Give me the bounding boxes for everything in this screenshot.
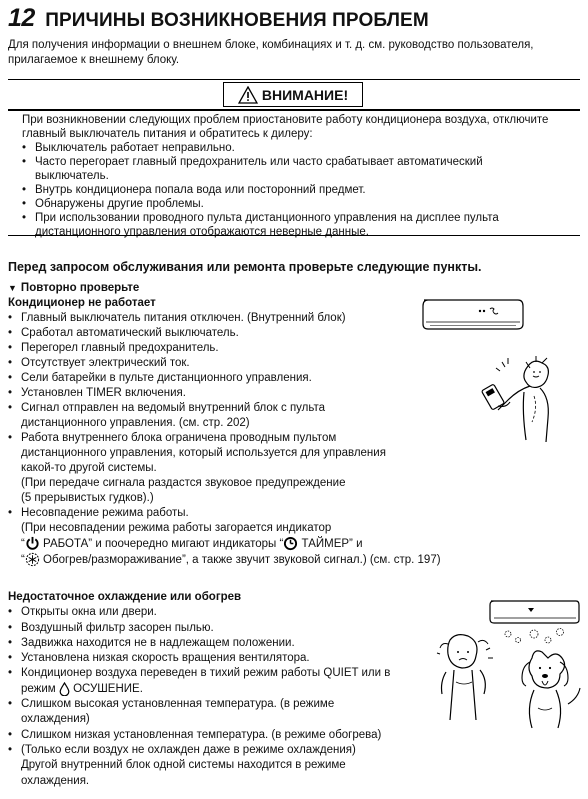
check-item: • Воздушный фильтр засорен пылью.	[8, 621, 433, 636]
check-item: • Слишком низкая установленная температура. (в режиме обогрева)	[8, 728, 433, 743]
warning-divider	[8, 109, 580, 111]
section-poor-cooling	[8, 590, 433, 789]
check-item: • Кондиционер воздуха переведен в тихий режим работы QUIET или в режим ОСУШЕНИЕ.	[8, 666, 433, 697]
triangle-down-icon: ▼	[8, 283, 17, 293]
indicator-line: “ РАБОТА” и поочередно мигают индикаторы “ ТАЙМЕР” и	[21, 538, 363, 550]
check-item: • Установлена низкая скорость вращения вентилятора.	[8, 651, 433, 666]
check-item: • Несовпадение режима работы. (При несовпадении режима работы загорается индикатор “ РАБОТА” и поочередно мигают индикаторы “ ТАЙМЕР” и “ Обогрев/размораживание”, а также звучит звуковой сигнал.) (см. стр. 197)	[8, 506, 408, 568]
warning-item: • Выключатель работает неправильно.	[22, 141, 574, 155]
check-item: • Отсутствует электрический ток.	[8, 356, 408, 371]
check-item: • Открыты окна или двери.	[8, 605, 433, 620]
timer-icon	[283, 536, 298, 551]
intro-line-1: Для получения информации о внешнем блоке, комбинациях и т. д. см. руководство пользователя,	[8, 39, 534, 51]
indoor-unit-illustration	[420, 298, 525, 331]
warning-item: • Обнаружены другие проблемы.	[22, 197, 574, 211]
warning-list	[22, 141, 574, 239]
recheck-label: ▼ Повторно проверьте	[8, 282, 140, 294]
checks-heading: Перед запросом обслуживания или ремонта проверьте следующие пункты.	[8, 260, 482, 274]
ac-unit-blowing-illustration	[488, 598, 580, 646]
chapter-heading	[8, 4, 429, 33]
check-item: • Задвижка находится не в надлежащем положении.	[8, 636, 433, 651]
check-item: • Сигнал отправлен на ведомый внутренний блок с пульта дистанционного управления. (см. стр. 202)	[8, 401, 408, 431]
intro-text	[8, 38, 580, 68]
check-item: • (Только если воздух не охлажден даже в режиме охлаждения) Другой внутренний блок одной системы находится в режиме охлаждения.	[8, 743, 433, 789]
check-item: • Перегорел главный предохранитель.	[8, 341, 408, 356]
warning-item-line: дистанционного управления отображаются неверные данные.	[35, 226, 369, 238]
warning-triangle-icon	[238, 86, 258, 104]
power-icon	[25, 536, 40, 551]
check-item: • Слишком высокая установленная температура. (в режиме охлаждения)	[8, 697, 433, 728]
section-title: Кондиционер не работает	[8, 297, 156, 309]
warning-content	[22, 113, 574, 239]
chapter-title: ПРИЧИНЫ ВОЗНИКНОВЕНИЯ ПРОБЛЕМ	[45, 10, 429, 31]
warning-box	[223, 82, 363, 107]
check-item: • Сели батарейки в пульте дистанционного управления.	[8, 371, 408, 386]
top-divider	[8, 79, 580, 80]
warning-item-line: • Часто перегорает главный предохранитель или часто срабатывает автоматический	[35, 156, 483, 168]
warning-item	[22, 155, 574, 183]
dry-mode-icon	[59, 682, 70, 696]
check-item: • Главный выключатель питания отключен. (Внутренний блок)	[8, 311, 408, 326]
check-item: • Сработал автоматический выключатель.	[8, 326, 408, 341]
warning-item-line: выключатель.	[35, 170, 109, 182]
warning-item: • Внутрь кондиционера попала вода или посторонний предмет.	[22, 183, 574, 197]
person-with-remote-illustration	[478, 356, 560, 446]
indicator-line: “ Обогрев/размораживание”, а также звучит звуковой сигнал.) (см. стр. 197)	[21, 554, 441, 566]
section-title: Недостаточное охлаждение или обогрев	[8, 591, 242, 603]
warning-label: ВНИМАНИЕ!	[261, 86, 349, 103]
warning-intro-2: главный выключатель питания и обратитесь к дилеру:	[22, 128, 313, 140]
chapter-number: 12	[8, 4, 35, 32]
check-item: • Установлен TIMER включения.	[8, 386, 408, 401]
warning-item-line: • При использовании проводного пульта дистанционного управления на дисплее пульта	[35, 212, 499, 224]
defrost-icon	[25, 552, 40, 567]
check-item: • Работа внутреннего блока ограничена проводным пультом дистанционного управления, который используется для управления какой-то другой системы. (При передаче сигнала раздастся звуковое предупреждение (5 прерывистых гудков).)	[8, 431, 408, 506]
intro-line-2: прилагаемое к внешнему блоку.	[8, 54, 180, 66]
dog-panting-illustration	[512, 648, 582, 732]
person-feeling-hot-illustration	[436, 632, 496, 724]
section-not-working	[8, 281, 441, 568]
bottom-divider	[8, 235, 580, 236]
checklist	[8, 605, 433, 789]
warning-intro-1: При возникновении следующих проблем приостановите работу кондиционера воздуха, отключите	[22, 114, 549, 126]
checklist	[8, 311, 441, 568]
